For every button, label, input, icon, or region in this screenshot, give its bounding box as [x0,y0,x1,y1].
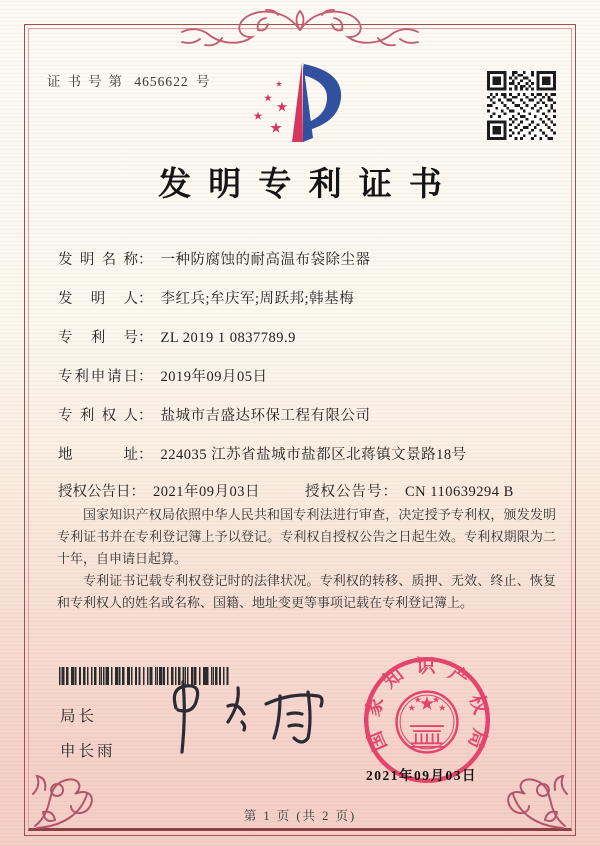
certificate-title: 发明专利证书 [158,167,460,203]
field-value: 一种防腐蚀的耐高温布袋除尘器 [160,252,371,268]
field-filing-date [58,365,268,386]
field-label: 专利权人 [58,408,138,424]
field-patentee [58,404,371,425]
certificate-number-suffix: 号 [196,74,210,89]
legal-text [57,504,556,614]
field-colon: ： [138,291,153,307]
field-value: 盐城市吉盛达环保工程有限公司 [160,408,371,424]
field-label: 发明人 [58,291,138,307]
field-patent-number [58,326,296,347]
certificate-number-prefix: 证书号第 [47,74,129,89]
grant-date-value: 2021年09月03日 [153,484,260,500]
grant-number-pair [305,480,514,501]
grant-number-label: 授权公告号 [305,484,383,500]
field-value: ZL 2019 1 0837789.9 [160,330,296,346]
field-value: 2019年09月05日 [160,369,268,385]
director-signature-icon [150,676,340,761]
field-label: 地址 [58,447,138,463]
cnipa-logo-icon [246,54,352,148]
field-colon: ： [382,484,397,500]
field-colon: ： [138,330,153,346]
field-invention-name [58,248,371,269]
field-colon: ： [138,408,153,424]
bureau-director-block [60,704,116,761]
certificate-number-value: 4656622 [134,74,189,89]
field-colon: ： [138,447,153,463]
field-colon: ： [138,369,153,385]
director-name: 申长雨 [60,743,116,760]
field-value: 224035 江苏省盐城市盐都区北蒋镇文景路18号 [160,447,467,463]
seal-ring-text: 国家知识产权局 [362,656,491,754]
field-label: 专利号 [58,330,138,346]
top-border-ornament-icon [170,3,430,51]
legal-paragraph-2: 专利证书记载专利权登记时的法律状况。专利权的转移、质押、无效、终止、恢复和专利权人的姓名或名称、国籍、地址变更等事项记载在专利登记簿上。 [57,573,556,610]
field-inventors [58,287,354,308]
national-emblem-icon [397,692,458,753]
grant-number-value: CN 110639294 B [405,484,514,500]
field-label: 专利申请日 [58,369,138,385]
legal-paragraph-1: 国家知识产权局依照中华人民共和国专利法进行审查，决定授予专利权，颁发发明专利证书并在专利登记簿上予以登记。专利权自授权公告之日起生效。专利权期限为二十年，自申请日起算。 [57,507,556,566]
grant-date-label: 授权公告日 [58,484,131,500]
field-colon: ： [138,252,153,268]
director-title: 局长 [60,708,98,725]
page-number: 第 1 页 (共 2 页) [243,809,357,823]
certificate-number [47,70,210,90]
field-label: 发明名称 [58,252,138,268]
field-grant-row [58,480,555,501]
field-value: 李红兵;牟庆军;周跃邦;韩基梅 [160,291,355,307]
seal-date: 2021年09月03日 [366,768,477,783]
field-colon: ： [130,484,145,500]
qr-code-icon [487,70,556,141]
field-address [58,443,467,464]
